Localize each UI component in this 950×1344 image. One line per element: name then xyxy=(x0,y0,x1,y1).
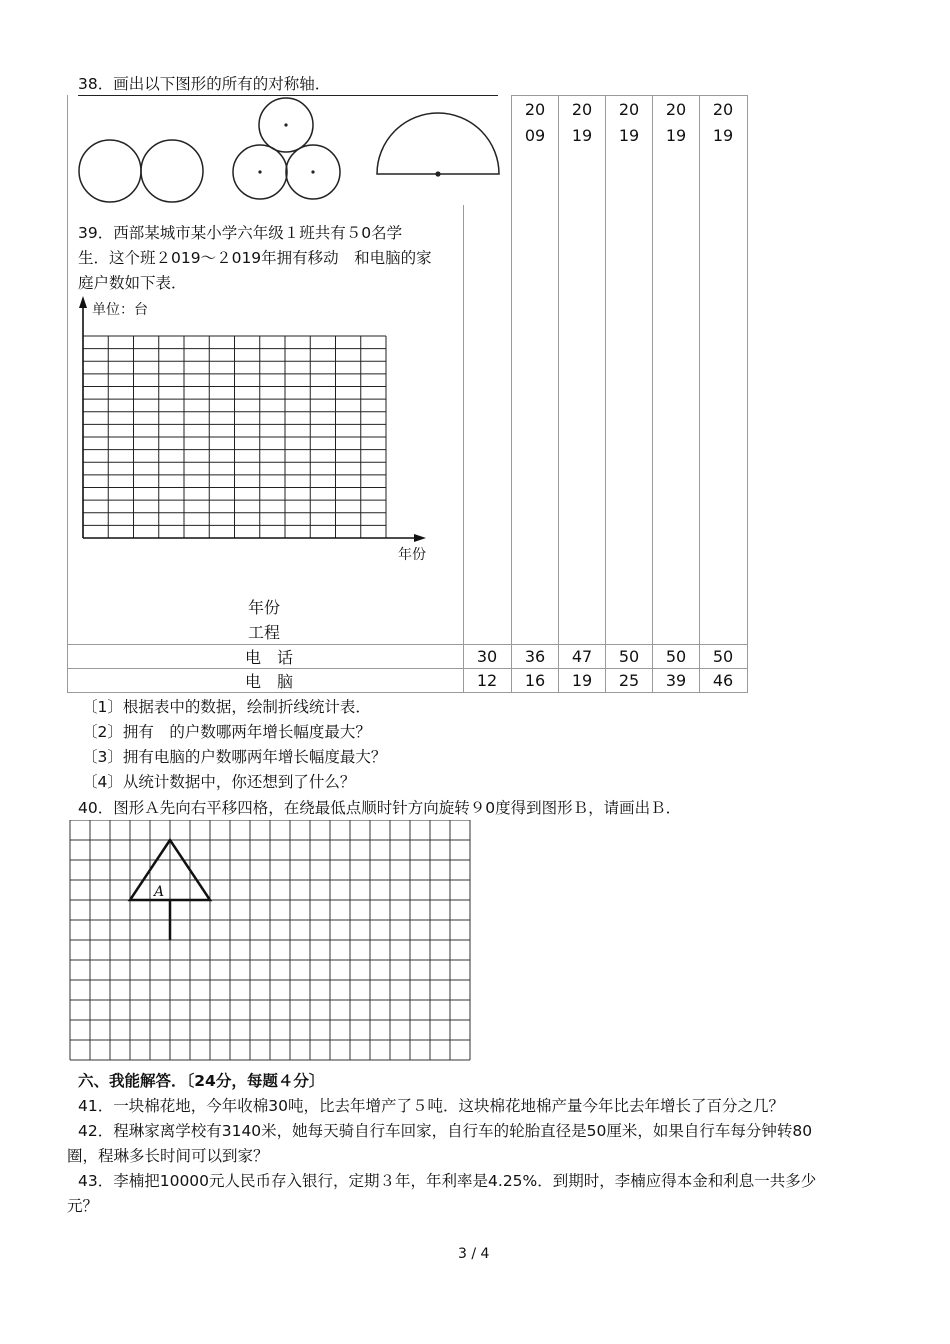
chart-y-unit-label: 单位：台 xyxy=(92,302,148,318)
q40-text: 40．图形Ａ先向右平移四格，在绕最低点顺时针方向旋转９0度得到图形Ｂ，请画出Ｂ． xyxy=(78,799,682,817)
q41-text: 41．一块棉花地，今年收棉30吨，比去年增产了５吨．这块棉花地棉产量今年比去年增长了百分之几？ xyxy=(78,1097,784,1115)
year-header-1: 20 09 xyxy=(524,100,546,145)
computer-value-2: 16 xyxy=(524,671,546,690)
row-label-phone: 电 话 xyxy=(245,648,294,667)
q39-text-line-1: 39．西部某城市某小学六年级１班共有５0名学 xyxy=(78,224,403,242)
q43-text-line-1: 43．李楠把10000元人民币存入银行，定期３年，年利率是4.25%．到期时，李楠应得本金和利息一共多少 xyxy=(78,1172,817,1190)
q39-sub-2: 〔2〕拥有 的户数哪两年增长幅度最大？ xyxy=(82,723,371,741)
q39-sub-4: 〔4〕从统计数据中，你还想到了什么？ xyxy=(82,773,356,791)
year-header-3: 20 19 xyxy=(618,100,640,145)
year-header-5: 20 19 xyxy=(712,100,734,145)
q39-data-table xyxy=(67,95,748,693)
table-header-item: 工程 xyxy=(248,623,281,642)
section-6-title: 六、我能解答．〔24分，每题４分〕 xyxy=(78,1072,325,1090)
phone-value-5: 50 xyxy=(665,647,687,666)
page-number: 3 / 4 xyxy=(458,1246,490,1262)
q42-text-line-1: 42．程琳家离学校有3140米，她每天骑自行车回家，自行车的轮胎直径是50厘米，如果自行车每分钟转80 xyxy=(78,1122,813,1140)
q40-grid-figure xyxy=(68,820,473,1061)
q39-text-line-2: 生．这个班２019～２019年拥有移动 和电脑的家 xyxy=(78,249,432,267)
phone-value-4: 50 xyxy=(618,647,640,666)
phone-value-1: 30 xyxy=(476,647,498,666)
chart-x-axis-label: 年份 xyxy=(398,547,426,563)
q38-text: 38．画出以下图形的所有的对称轴． xyxy=(78,75,331,93)
phone-value-3: 47 xyxy=(571,647,593,666)
q39-sub-3: 〔3〕拥有电脑的户数哪两年增长幅度最大？ xyxy=(82,748,387,766)
computer-value-3: 19 xyxy=(571,671,593,690)
q42-text-line-2: 圈，程琳多长时间可以到家？ xyxy=(67,1147,269,1165)
computer-value-6: 46 xyxy=(712,671,734,690)
row-label-computer: 电 脑 xyxy=(245,672,294,691)
q43-text-line-2: 元？ xyxy=(67,1197,99,1215)
phone-value-6: 50 xyxy=(712,647,734,666)
computer-value-1: 12 xyxy=(476,671,498,690)
year-header-2: 20 19 xyxy=(571,100,593,145)
computer-value-5: 39 xyxy=(665,671,687,690)
phone-value-2: 36 xyxy=(524,647,546,666)
table-header-year: 年份 xyxy=(248,598,281,617)
q39-text-line-3: 庭户数如下表． xyxy=(78,274,187,292)
year-header-4: 20 19 xyxy=(665,100,687,145)
computer-value-4: 25 xyxy=(618,671,640,690)
q39-sub-1: 〔1〕根据表中的数据，绘制折线统计表． xyxy=(82,698,371,716)
shape-a-label: A xyxy=(154,884,165,900)
